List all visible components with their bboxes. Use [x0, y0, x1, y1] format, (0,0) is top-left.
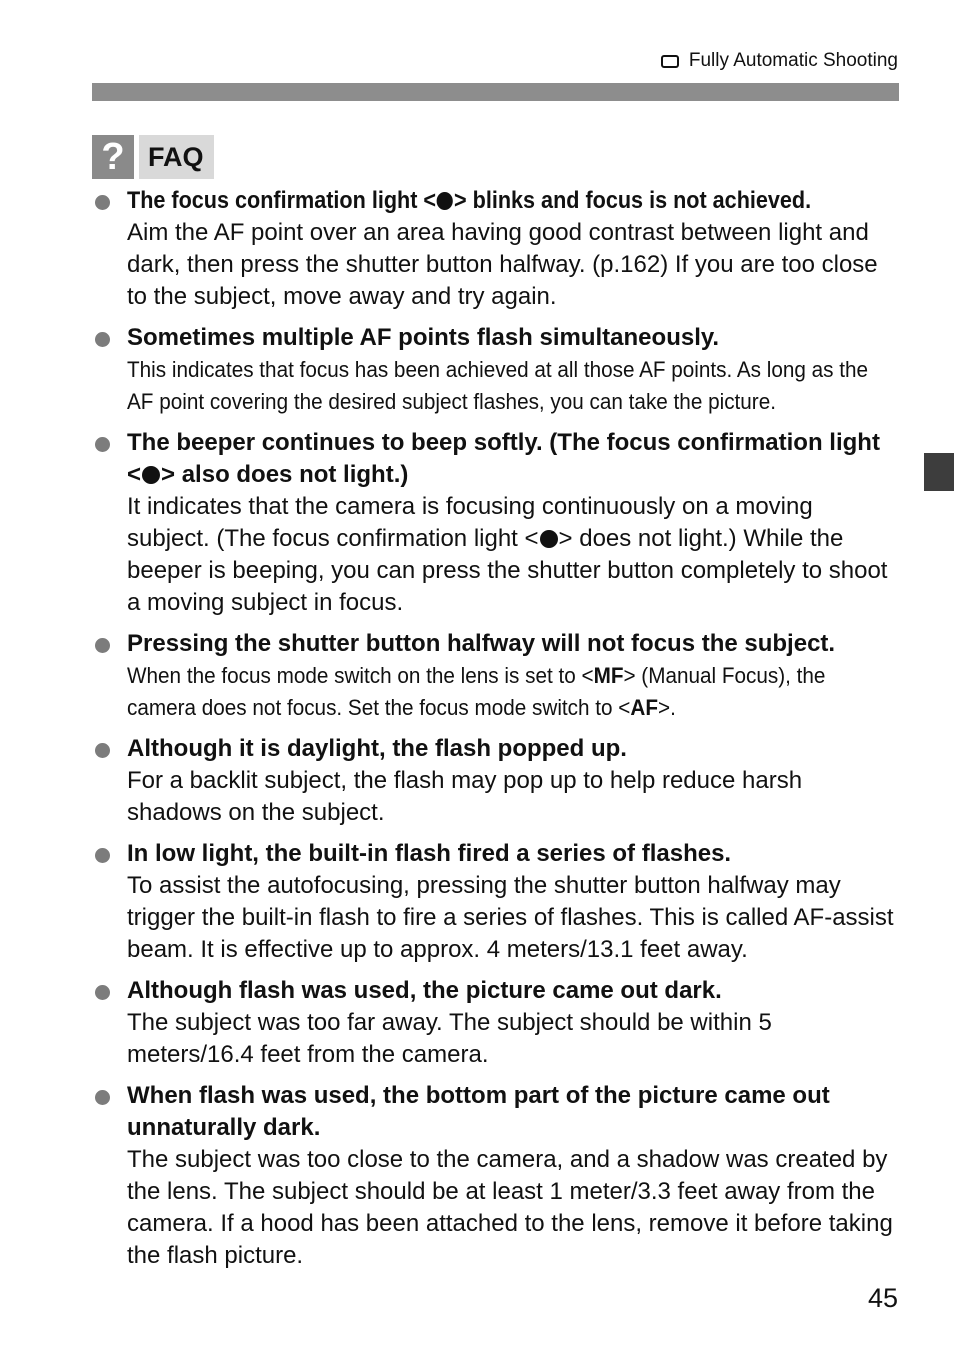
bullet-icon — [95, 195, 110, 210]
faq-answer: The subject was too far away. The subject should be within 5 meters/16.4 feet from the camera. — [127, 1009, 772, 1068]
focus-light-icon — [540, 530, 558, 548]
faq-question: Although flash was used, the picture came out dark. — [127, 977, 722, 1004]
faq-answer: The subject was too close to the camera, and a shadow was created by the lens. The subject should be at least 1 meter/3.3 feet away from the camera. If a hood has been attached to the lens, remove it before taking the flash picture. — [127, 1146, 893, 1269]
faq-item — [95, 1080, 900, 1272]
bullet-icon — [95, 1090, 110, 1105]
bullet-icon — [95, 743, 110, 758]
faq-question: Sometimes multiple AF points flash simultaneously. — [127, 324, 720, 351]
bullet-icon — [95, 332, 110, 347]
bullet-icon — [95, 985, 110, 1000]
faq-answer: It indicates that the camera is focusing continuously on a moving subject. (The focus confirmation light < > does not light.) While the beeper is beeping, you can press the shutter button completely to shoot a moving subject in focus. — [127, 493, 888, 616]
bullet-icon — [95, 848, 110, 863]
faq-item — [95, 838, 900, 966]
focus-light-icon — [142, 466, 160, 484]
faq-list — [95, 185, 900, 1281]
faq-label: FAQ — [139, 135, 214, 179]
faq-question: In low light, the built-in flash fired a series of flashes. — [127, 840, 732, 867]
faq-item — [95, 975, 900, 1071]
af-label: AF — [630, 695, 658, 720]
faq-item — [95, 733, 900, 829]
bullet-icon — [95, 638, 110, 653]
faq-question: The focus confirmation light < > blinks and focus is not achieved. — [127, 187, 812, 214]
faq-question: Pressing the shutter button halfway will not focus the subject. — [127, 630, 836, 657]
faq-item — [95, 322, 900, 418]
header-rule — [92, 83, 899, 101]
page-header — [661, 50, 898, 72]
faq-question: Although it is daylight, the flash popped up. — [127, 735, 627, 762]
faq-heading — [92, 135, 214, 179]
focus-light-icon — [437, 192, 453, 210]
mf-label: MF — [593, 663, 624, 688]
faq-item — [95, 185, 900, 313]
faq-answer: For a backlit subject, the flash may pop up to help reduce harsh shadows on the subject. — [127, 767, 803, 826]
section-title: Fully Automatic Shooting — [688, 50, 898, 71]
faq-answer: This indicates that focus has been achieved at all those AF points. As long as the AF point covering the desired subject flashes, you can take the picture. — [127, 357, 869, 414]
question-mark-icon: ? — [92, 135, 134, 179]
chapter-tab — [924, 453, 954, 491]
faq-answer: When the focus mode switch on the lens is set to <MF> (Manual Focus), the camera does not focus. Set the focus mode switch to <AF>. — [127, 663, 826, 720]
faq-answer: To assist the autofocusing, pressing the shutter button halfway may trigger the built-in flash to fire a series of flashes. This is called AF-assist beam. It is effective up to approx. 4 meters/13.1 feet away. — [127, 872, 894, 963]
faq-answer: Aim the AF point over an area having good contrast between light and dark, then press the shutter button halfway. (p.162) If you are too close to the subject, move away and try again. — [127, 219, 878, 310]
faq-question: When flash was used, the bottom part of the picture came out unnaturally dark. — [127, 1082, 830, 1141]
page-number: 45 — [867, 1283, 898, 1313]
faq-question: The beeper continues to beep softly. (The focus confirmation light < > also does not light.) — [127, 429, 880, 488]
faq-item — [95, 628, 900, 724]
faq-item — [95, 427, 900, 619]
rectangle-mode-icon — [661, 55, 679, 68]
bullet-icon — [95, 437, 110, 452]
